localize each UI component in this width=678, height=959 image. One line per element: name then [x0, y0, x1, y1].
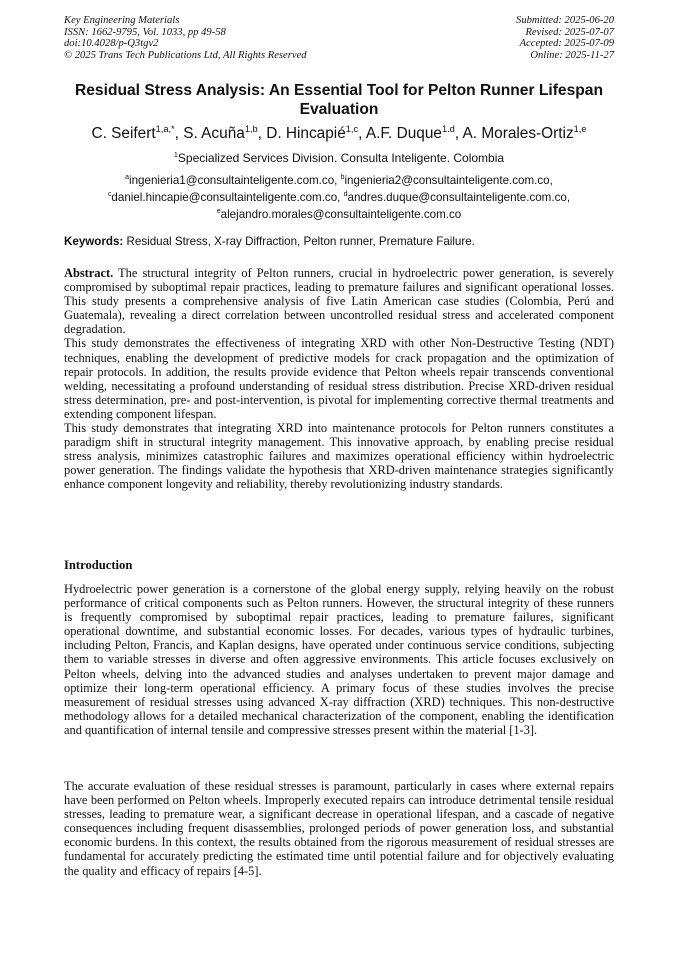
issn-line: ISSN: 1662-9795, Vol. 1033, pp 49-58 [64, 26, 226, 38]
journal-info [64, 15, 307, 61]
author: A. Morales-Ortiz$^{1,e}$ [462, 124, 587, 143]
copyright-line: © 2025 Trans Tech Publications Ltd, All Rights Reserved [64, 49, 307, 61]
abstract-paragraph: This study demonstrates that integrating XRD into maintenance protocols for Pelton runners constitutes a paradigm shift in structural integrity management. This innovative approach, by enabling precise residual stress analysis, minimizes catastrophic failures and maximizes operational efficiency within hydroelectric power generation. The findings validate the hypothesis that XRD-driven maintenance strategies significantly enhance component longevity and reliability, thereby revolutionizing industry standards. [64, 421, 614, 492]
doi-line: doi:10.4028/p-Q3tgv2 [64, 38, 159, 50]
revised-date: Revised: 2025-07-07 [525, 26, 614, 38]
abstract [64, 266, 614, 492]
paper-title: Residual Stress Analysis: An Essential Tool for Pelton Runner Lifespan Evaluation [75, 82, 603, 118]
abstract-paragraph: This study demonstrates the effectiveness of integrating XRD with other Non-Destructive Testing (NDT) techniques, enabling the development of predictive models for crack propagation and the optimization of repair protocols. In addition, the results provide evidence that Pelton wheels repair transcends conventional welding, necessitating a profound understanding of residual stress distribution. Precise XRD-driven residual stress determination, pre- and post-intervention, is pivotal for implementing corrective thermal treatments and extending component lifespan. [64, 336, 614, 421]
section-heading: Introduction [64, 558, 133, 572]
online-date: Online: 2025-11-27 [530, 49, 614, 61]
email[interactable]: $^c$daniel.hincapie@consultainteligente.com.co [107, 191, 338, 205]
author: A.F. Duque$^{1.d}$ [365, 124, 455, 143]
author-list: C. Seifert$^{1,a,*}$, S. Acuña$^{1,b}$, D. Hincapié$^{1,c}$, A.F. Duque$^{1.d}$, A. Morales-Ortiz$^{1,e}$ [91, 124, 587, 143]
email[interactable]: $^b$ingenieria2@consultainteligente.com.co [340, 173, 550, 187]
affiliation: $^1$Specialized Services Division. Consulta Inteligente. Colombia [173, 150, 505, 165]
journal-name: Key Engineering Materials [64, 15, 180, 26]
abstract-paragraph: Abstract. The structural integrity of Pelton runners, crucial in hydroelectric power generation, is severely compromised by suboptimal repair practices, leading to premature failures and significant operational losses. This study presents a comprehensive analysis of five Latin American case studies (Colombia, Perú and Guatemala), revealing a direct correlation between uncontrolled residual stress and accelerated component degradation. [64, 266, 615, 337]
email[interactable]: $^d$andres.duque@consultainteligente.com.co [343, 191, 567, 205]
email-list: $^a$ingenieria1@consultainteligente.com.co, $^b$ingenieria2@consultainteligente.com.co, $^c$daniel.hincapie@consultainteligente.com.co, $^d$andres.duque@consultainteligente.com.co, $^e$alejandro.morales@consultainteligente.com.co [107, 173, 571, 222]
author: D. Hincapié$^{1,c}$ [266, 124, 359, 143]
body-paragraph: Hydroelectric power generation is a cornerstone of the global energy supply, relying heavily on the robust performance of critical components such as Pelton runners. However, the structural integrity of these runners is frequently compromised by suboptimal repair practices, leading to premature failures, significant operational downtime, and substantial economic losses. For decades, various types of hydraulic turbines, including Pelton, Francis, and Kaplan designs, have operated under continuous service conditions, subjecting them to variable stresses in diverse and often aggressive environments. This article focuses exclusively on Pelton wheels, delving into the advanced studies and analyses undertaken to prevent major damage and optimize their long-term operational efficiency. A primary focus of these studies involves the precise measurement of residual stresses using advanced X-ray diffraction (XRD) techniques. This non-destructive methodology allows for a detailed mechanical characterization of the component, enabling the identification and quantification of internal tensile and compressive stresses present within the material [1-3]. [64, 582, 614, 737]
author: C. Seifert$^{1,a,*}$ [91, 124, 175, 143]
submitted-date: Submitted: 2025-06-20 [516, 15, 614, 26]
email[interactable]: $^e$alejandro.morales@consultainteligente.com.co [216, 208, 462, 222]
author: S. Acuña$^{1,b}$ [183, 124, 258, 143]
body-paragraph: The accurate evaluation of these residual stresses is paramount, particularly in cases where external repairs have been performed on Pelton wheels. Improperly executed repairs can introduce detrimental tensile residual stresses, leading to premature wear, a significant decrease in operational lifespan, and a cascade of negative consequences including frequent disassemblies, prolonged periods of power generation loss, and substantial economic burdens. In this context, the results obtained from the rigorous measurement of residual stresses are fundamental for accurately predicting the estimated time until potential failure and for objectively evaluating the quality and efficacy of repairs [4-5]. [64, 779, 614, 878]
accepted-date: Accepted: 2025-07-09 [519, 38, 614, 50]
keywords: Keywords: Residual Stress, X-ray Diffraction, Pelton runner, Premature Failure. [64, 235, 475, 248]
email[interactable]: $^a$ingenieria1@consultainteligente.com.co [125, 173, 335, 187]
dates-info [516, 15, 614, 61]
